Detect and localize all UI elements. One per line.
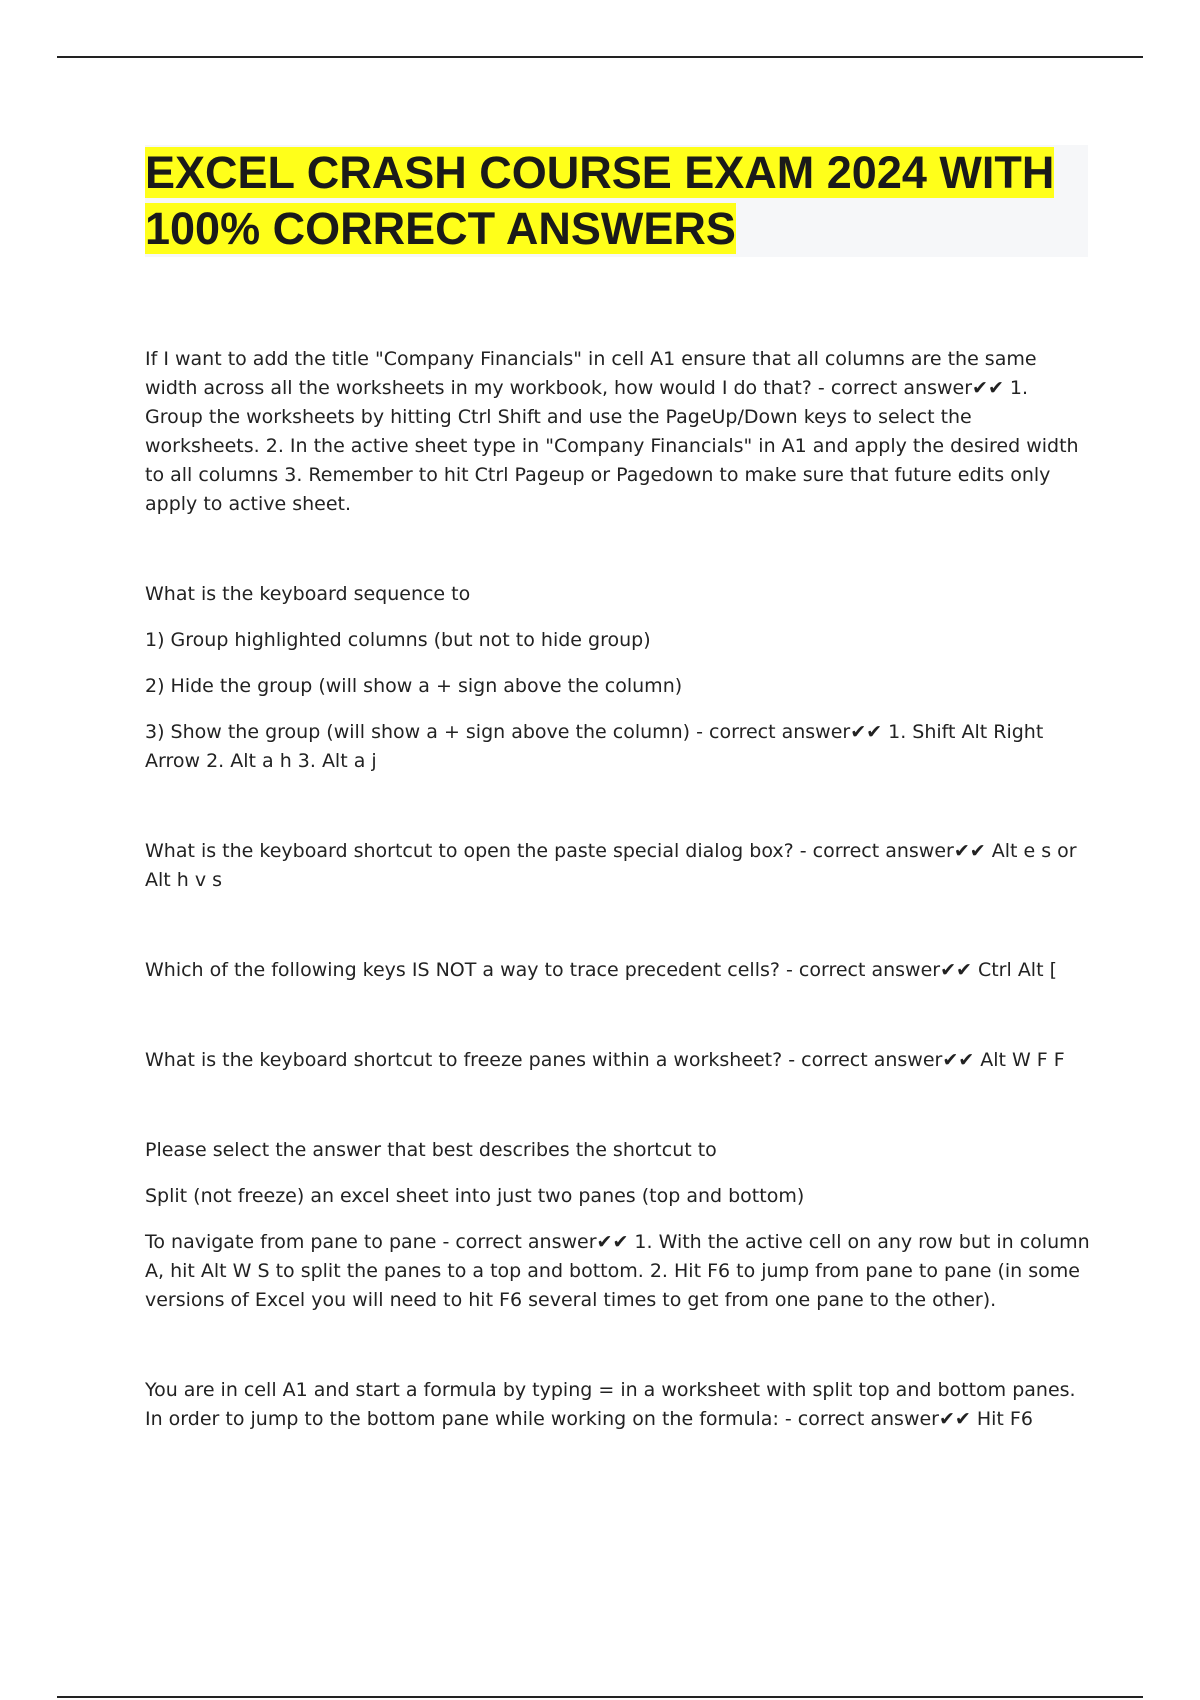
question-paragraph: What is the keyboard sequence to	[145, 583, 471, 605]
qa-paragraph: To navigate from pane to pane - correct answer✔✔ 1. With the active cell on any row but in column A, hit Alt W S to split the panes to a top and bottom. 2. Hit F6 to jump from pane to pane (in some versions of Excel you will need to hit F6 several times to get from one pane to the other).	[145, 1231, 1090, 1311]
qa-paragraph: What is the keyboard shortcut to open the paste special dialog box? - correct answer✔✔ Alt e s or Alt h v s	[145, 840, 1077, 891]
title-highlight: EXCEL CRASH COURSE EXAM 2024 WITH 100% CORRECT ANSWERS	[145, 147, 1055, 254]
question-item: 2) Hide the group (will show a + sign above the column)	[145, 675, 683, 697]
qa-paragraph: If I want to add the title "Company Financials" in cell A1 ensure that all columns are the same width across all the worksheets in my workbook, how would I do that? - correct answer✔✔ 1. Group the worksheets by hitting Ctrl Shift and use the PageUp/Down keys to select the worksheets. 2. In the active sheet type in "Company Financials" in A1 and apply the desired width to all columns 3. Remember to hit Ctrl Pageup or Pagedown to make sure that future edits only apply to active sheet.	[145, 348, 1079, 515]
document-body	[145, 345, 1090, 1434]
question-item: 1) Group highlighted columns (but not to hide group)	[145, 629, 651, 651]
qa-paragraph: 3) Show the group (will show a + sign above the column) - correct answer✔✔ 1. Shift Alt Right Arrow 2. Alt a h 3. Alt a j	[145, 721, 1044, 772]
top-rule	[57, 56, 1143, 58]
title-block	[145, 145, 1088, 257]
bottom-rule	[57, 1696, 1143, 1698]
question-item: Split (not freeze) an excel sheet into just two panes (top and bottom)	[145, 1185, 805, 1207]
qa-paragraph: What is the keyboard shortcut to freeze panes within a worksheet? - correct answer✔✔ Alt W F F	[145, 1049, 1065, 1071]
qa-paragraph: Which of the following keys IS NOT a way to trace precedent cells? - correct answer✔✔ Ctrl Alt [	[145, 959, 1057, 981]
question-paragraph: Please select the answer that best describes the shortcut to	[145, 1139, 717, 1161]
qa-paragraph: You are in cell A1 and start a formula by typing = in a worksheet with split top and bottom panes. In order to jump to the bottom pane while working on the formula: - correct answer✔✔ Hit F6	[145, 1379, 1076, 1430]
document-title	[145, 145, 1088, 257]
